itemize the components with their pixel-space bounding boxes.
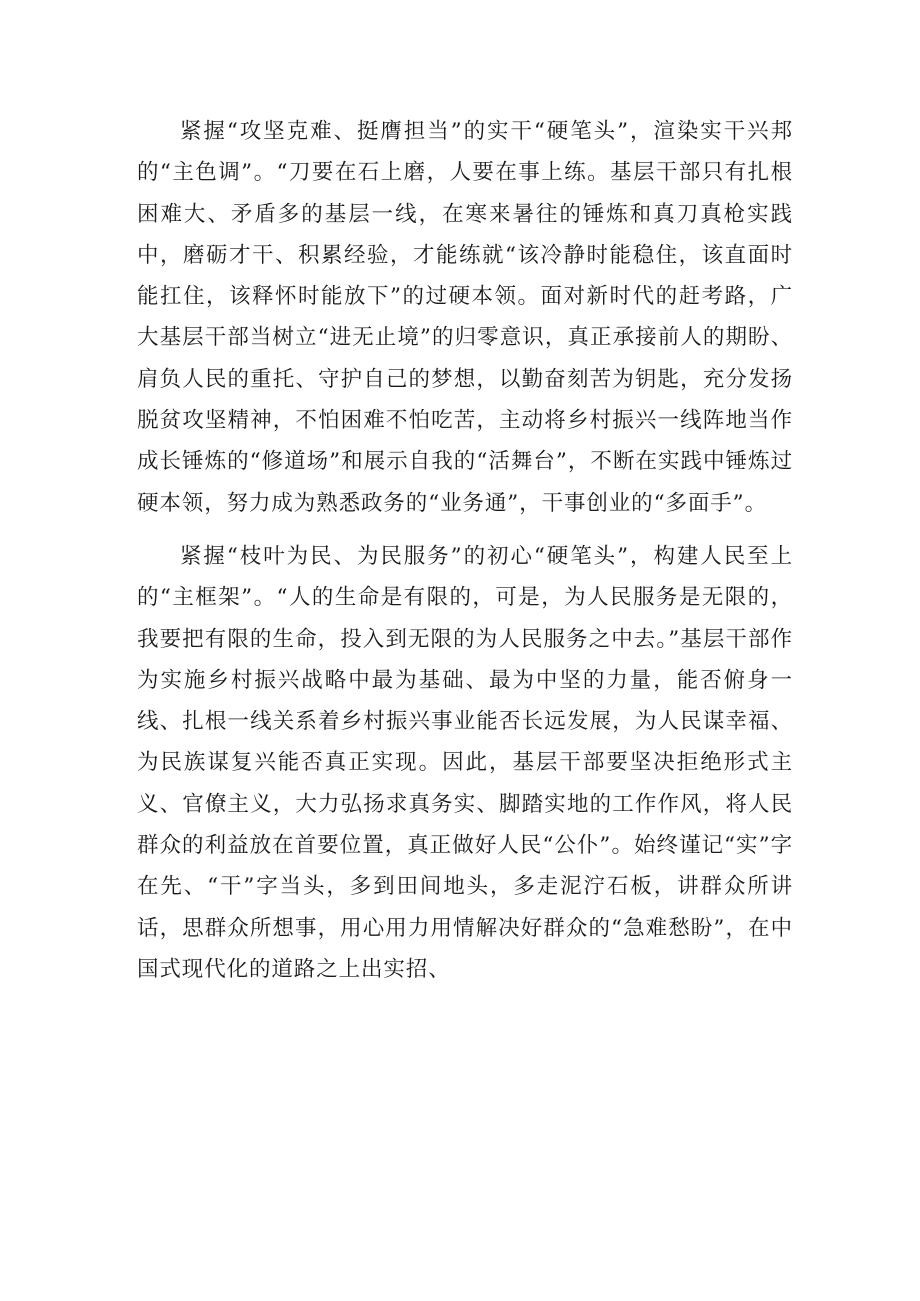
paragraph-2: 紧握“枝叶为民、为民服务”的初心“硬笔头”，构建人民至上的“主框架”。“人的生命是有限的，可是，为人民服务是无限的，我要把有限的生命，投入到无限的为人民服务之中去。”基层干部作为实施乡村振兴战略中最为基础、最为中坚的力量，能否俯身一线、扎根一线关系着乡村振兴事业能否长远发展，为人民谋幸福、为民族谋复兴能否真正实现。因此，基层干部要坚决拒绝形式主义、官僚主义，大力弘扬求真务实、脚踏实地的工作作风，将人民群众的利益放在首要位置，真正做好人民“公仆”。始终谨记“实”字在先、“干”字当头，多到田间地头，多走泥泞石板，讲群众所讲话，思群众所想事，用心用力用情解决好群众的“急难愁盼”，在中国式现代化的道路之上出实招、 <box>137 543 793 982</box>
document-body <box>137 111 793 990</box>
paragraph-1: 紧握“攻坚克难、挺膺担当”的实干“硬笔头”，渲染实干兴邦的“主色调”。“刀要在石上磨，人要在事上练。基层干部只有扎根困难大、矛盾多的基层一线，在寒来暑往的锤炼和真刀真枪实践中，磨砺才干、积累经验，才能练就“该冷静时能稳住，该直面时能扛住，该释怀时能放下”的过硬本领。面对新时代的赶考路，广大基层干部当树立“进无止境”的归零意识，真正承接前人的期盼、肩负人民的重托、守护自己的梦想，以勤奋刻苦为钥匙，充分发扬脱贫攻坚精神，不怕困难不怕吃苦，主动将乡村振兴一线阵地当作成长锤炼的“修道场”和展示自我的“活舞台”，不断在实践中锤炼过硬本领，努力成为熟悉政务的“业务通”，干事创业的“多面手”。 <box>137 119 793 516</box>
